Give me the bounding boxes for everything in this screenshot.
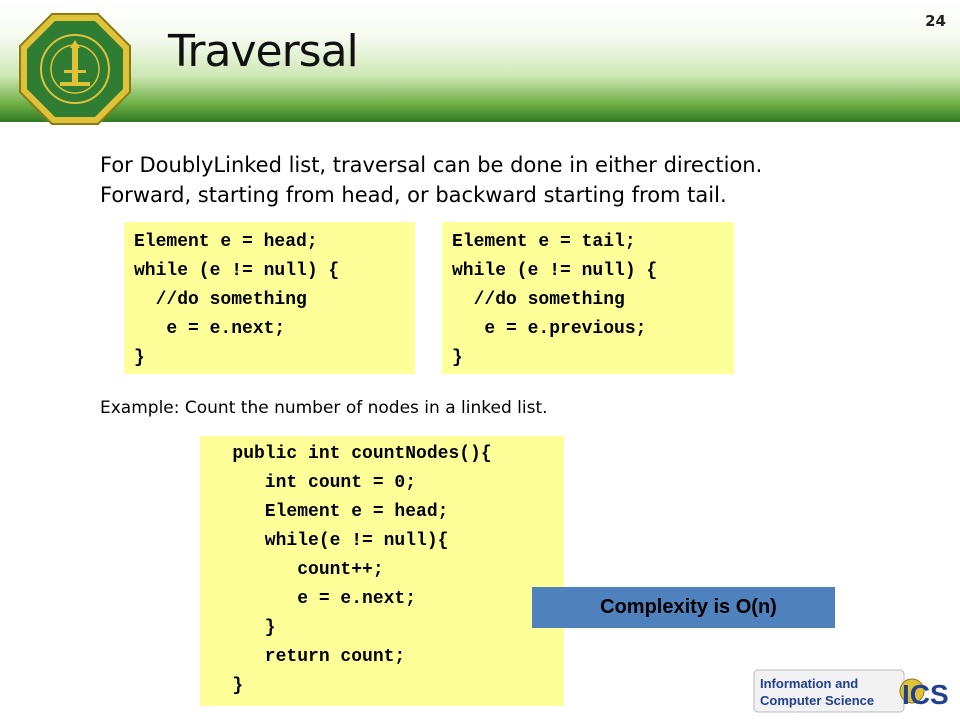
- svg-text:ICS: ICS: [902, 679, 949, 710]
- code-line: while(e != null){: [200, 531, 449, 551]
- code-line: return count;: [200, 647, 406, 667]
- code-line: e = e.previous;: [452, 319, 647, 339]
- code-line: while (e != null) {: [452, 261, 658, 281]
- example-caption: Example: Count the number of nodes in a linked list.: [100, 398, 548, 418]
- code-line: //do something: [452, 290, 625, 310]
- code-line: Element e = tail;: [452, 232, 636, 252]
- code-line: Element e = head;: [200, 502, 449, 522]
- code-line: e = e.next;: [134, 319, 286, 339]
- backward-traversal-code: [442, 222, 734, 374]
- code-line: }: [200, 618, 276, 638]
- forward-traversal-code: [124, 222, 415, 374]
- code-line: //do something: [134, 290, 307, 310]
- complexity-callout: Complexity is O(n): [532, 587, 835, 628]
- code-line: Element e = head;: [134, 232, 318, 252]
- page-title: Traversal: [168, 26, 358, 77]
- intro-line: For DoublyLinked list, traversal can be done in either direction.: [100, 153, 763, 177]
- intro-line: Forward, starting from head, or backward starting from tail.: [100, 183, 727, 207]
- code-line: public int countNodes(){: [200, 444, 492, 464]
- intro-text: [100, 150, 900, 210]
- page-number: 24: [925, 12, 946, 30]
- code-line: e = e.next;: [200, 589, 417, 609]
- svg-text:Information and: Information and: [760, 676, 859, 691]
- ics-logo: [752, 666, 952, 716]
- university-seal-icon: [18, 12, 132, 126]
- count-nodes-code: [200, 436, 564, 706]
- code-line: while (e != null) {: [134, 261, 340, 281]
- code-line: }: [452, 348, 463, 368]
- header-band: [0, 0, 960, 122]
- svg-text:Computer Science: Computer Science: [760, 693, 875, 708]
- code-line: count++;: [200, 560, 384, 580]
- code-line: }: [200, 676, 244, 696]
- code-line: int count = 0;: [200, 473, 417, 493]
- code-line: }: [134, 348, 145, 368]
